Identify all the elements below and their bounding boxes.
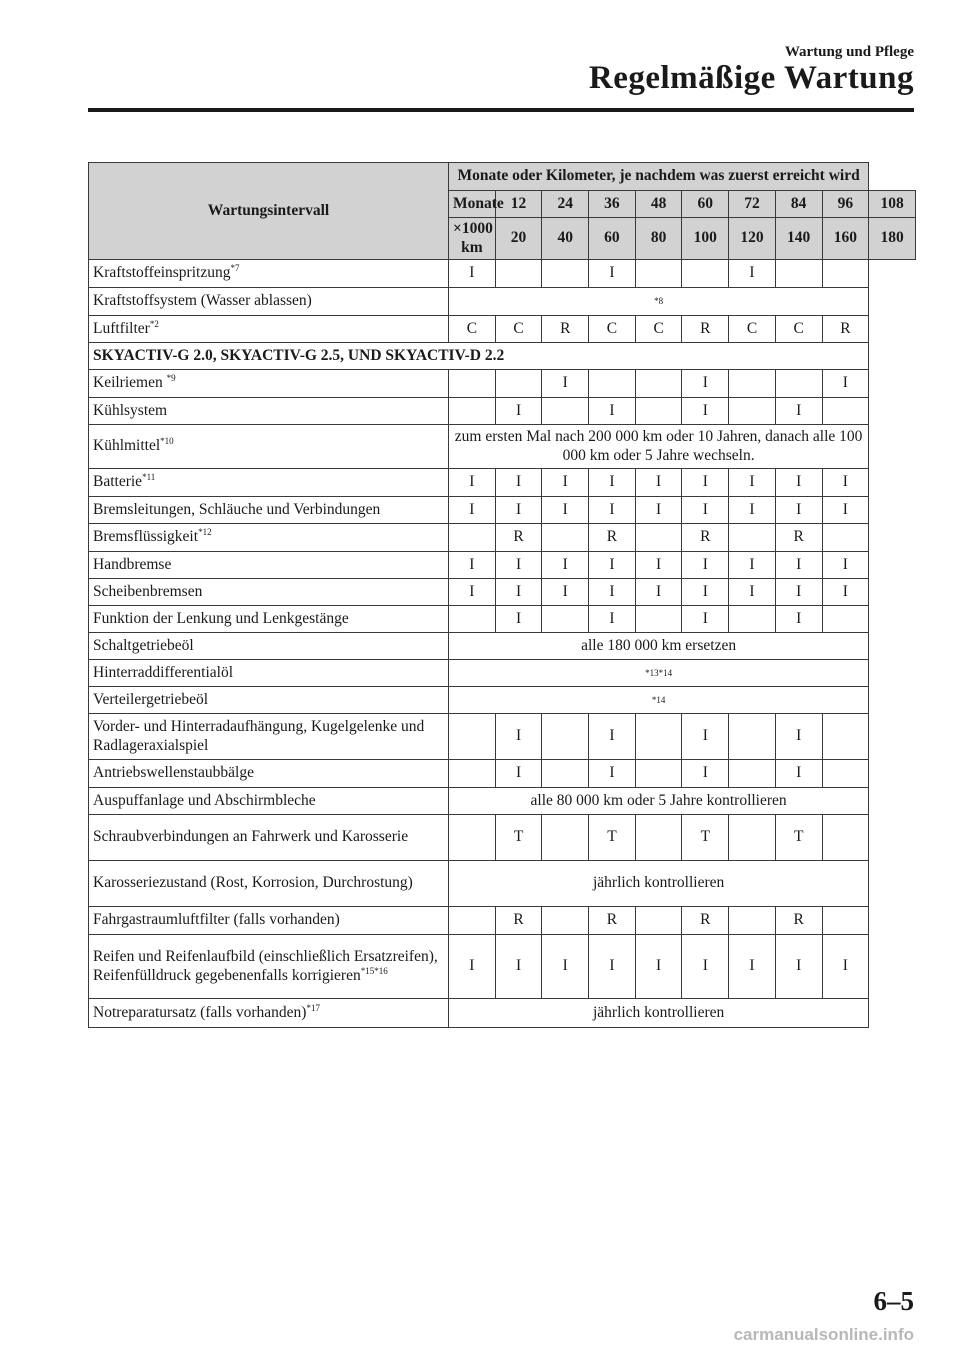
item-name-cell <box>89 579 449 606</box>
interval-cell: I <box>495 398 542 425</box>
interval-cell <box>589 370 636 398</box>
interval-cell <box>542 524 589 552</box>
interval-cell: I <box>682 552 729 579</box>
interval-cell: R <box>495 907 542 935</box>
interval-cell: T <box>682 815 729 861</box>
interval-cell: I <box>775 497 822 524</box>
interval-cell: R <box>682 907 729 935</box>
table-row <box>89 425 916 469</box>
km-col-header: 140 <box>775 218 822 260</box>
month-col-header: 84 <box>775 191 822 218</box>
item-name-cell <box>89 316 449 343</box>
table-row <box>89 687 916 714</box>
item-name-cell <box>89 469 449 497</box>
interval-cell <box>729 815 776 861</box>
interval-cell: I <box>775 760 822 788</box>
interval-cell: C <box>449 316 496 343</box>
item-name: Karosseriezustand (Rost, Korrosion, Durchrostung) <box>93 874 413 892</box>
months-label: Monate <box>449 191 496 218</box>
interval-cell: I <box>542 370 589 398</box>
item-name-cell <box>89 398 449 425</box>
interval-cell <box>449 714 496 760</box>
interval-cell: I <box>589 469 636 497</box>
table-row <box>89 497 916 524</box>
month-col-header: 48 <box>635 191 682 218</box>
interval-cell <box>822 760 869 788</box>
interval-cell: R <box>822 316 869 343</box>
item-name: Kraftstoffsystem (Wasser ablassen) <box>93 292 312 310</box>
interval-cell: I <box>775 469 822 497</box>
table-row <box>89 343 916 370</box>
interval-span-header: Monate oder Kilometer, je nachdem was zuerst erreicht wird <box>449 163 869 191</box>
interval-cell <box>542 398 589 425</box>
interval-cell: C <box>775 316 822 343</box>
interval-cell: I <box>589 398 636 425</box>
interval-cell <box>635 815 682 861</box>
footnote-ref: *10 <box>160 436 174 447</box>
item-name-cell <box>89 425 449 469</box>
interval-cell <box>635 370 682 398</box>
footnote-ref: *7 <box>230 263 240 274</box>
month-col-header: 108 <box>869 191 916 218</box>
interval-cell: I <box>682 935 729 999</box>
item-name-cell <box>89 370 449 398</box>
interval-cell: I <box>775 606 822 633</box>
item-name: Hinterraddifferentialöl <box>93 663 234 681</box>
item-name: Verteilergetriebeöl <box>93 690 209 708</box>
month-col-header: 36 <box>589 191 636 218</box>
interval-cell: T <box>589 815 636 861</box>
interval-cell: R <box>589 907 636 935</box>
interval-label: Wartungsintervall <box>89 163 449 260</box>
interval-cell: I <box>635 935 682 999</box>
interval-cell <box>729 398 776 425</box>
month-col-header: 60 <box>682 191 729 218</box>
interval-cell <box>635 260 682 288</box>
item-name-cell <box>89 788 449 815</box>
interval-cell: C <box>635 316 682 343</box>
interval-cell <box>449 606 496 633</box>
item-name-cell <box>89 714 449 760</box>
interval-cell <box>729 760 776 788</box>
interval-cell: C <box>729 316 776 343</box>
interval-cell: I <box>682 469 729 497</box>
interval-cell: I <box>542 469 589 497</box>
interval-cell: I <box>589 579 636 606</box>
interval-cell: I <box>495 469 542 497</box>
item-name-cell <box>89 999 449 1028</box>
interval-cell: I <box>589 714 636 760</box>
interval-footnote: *14 <box>449 687 869 714</box>
month-col-header: 72 <box>729 191 776 218</box>
interval-cell <box>822 815 869 861</box>
interval-cell <box>449 524 496 552</box>
interval-cell: I <box>449 260 496 288</box>
interval-span-text: zum ersten Mal nach 200 000 km oder 10 Jahren, danach alle 100 000 km oder 5 Jahre wechseln. <box>449 425 869 469</box>
interval-cell <box>635 907 682 935</box>
page-title: Regelmäßige Wartung <box>588 60 914 96</box>
item-name: Fahrgastraumluftfilter (falls vorhanden) <box>93 911 340 929</box>
item-name: Schaltgetriebeöl <box>93 636 194 654</box>
table-row <box>89 633 916 660</box>
interval-cell: I <box>682 714 729 760</box>
km-col-header: 120 <box>729 218 776 260</box>
interval-cell <box>449 398 496 425</box>
item-name: Reifen und Reifenlaufbild (einschließlich Ersatzreifen), Reifenfülldruck gegebenenfalls korrigieren <box>93 948 438 984</box>
table-row <box>89 660 916 687</box>
interval-cell <box>635 714 682 760</box>
interval-cell <box>775 370 822 398</box>
interval-cell: R <box>542 316 589 343</box>
interval-cell: C <box>495 316 542 343</box>
interval-cell: C <box>589 316 636 343</box>
interval-cell: I <box>775 579 822 606</box>
interval-cell: I <box>682 579 729 606</box>
interval-cell: R <box>775 907 822 935</box>
km-col-header: 20 <box>495 218 542 260</box>
interval-cell: I <box>682 497 729 524</box>
interval-cell: I <box>682 398 729 425</box>
interval-cell: I <box>729 579 776 606</box>
interval-cell: I <box>542 935 589 999</box>
watermark-text: carmanualsonline.info <box>733 1325 914 1344</box>
page-number: 6–5 <box>873 1286 914 1316</box>
interval-cell: I <box>682 760 729 788</box>
table-body <box>89 260 916 1028</box>
interval-cell: I <box>729 469 776 497</box>
month-col-header: 12 <box>495 191 542 218</box>
interval-cell: I <box>822 370 869 398</box>
table-row <box>89 907 916 935</box>
item-name-cell <box>89 687 449 714</box>
interval-cell: T <box>775 815 822 861</box>
item-name-cell <box>89 633 449 660</box>
interval-cell <box>729 907 776 935</box>
item-name: Vorder- und Hinterradaufhängung, Kugelgelenke und Radlageraxialspiel <box>93 718 425 754</box>
interval-span-text: alle 180 000 km ersetzen <box>449 633 869 660</box>
interval-cell: I <box>542 552 589 579</box>
interval-cell: I <box>775 714 822 760</box>
interval-cell: I <box>775 552 822 579</box>
item-name-cell <box>89 760 449 788</box>
interval-cell <box>729 714 776 760</box>
interval-cell: I <box>729 497 776 524</box>
item-name-cell <box>89 288 449 316</box>
section-heading: Wartung und Pflege <box>784 44 914 60</box>
item-name: Antriebswellenstaubbälge <box>93 764 254 782</box>
interval-cell: I <box>449 552 496 579</box>
footnote-ref: *15*16 <box>360 965 388 976</box>
item-name: Kraftstoffeinspritzung <box>93 264 231 282</box>
interval-cell <box>729 524 776 552</box>
item-name-cell <box>89 524 449 552</box>
interval-cell <box>822 260 869 288</box>
interval-span-text: alle 80 000 km oder 5 Jahre kontrollieren <box>449 788 869 815</box>
interval-cell: I <box>495 935 542 999</box>
interval-cell: I <box>449 469 496 497</box>
interval-cell <box>775 260 822 288</box>
interval-cell: R <box>682 316 729 343</box>
interval-cell <box>542 760 589 788</box>
item-name: Bremsleitungen, Schläuche und Verbindungen <box>93 500 381 518</box>
interval-cell: R <box>682 524 729 552</box>
table-row <box>89 760 916 788</box>
table-row <box>89 370 916 398</box>
interval-cell: I <box>822 497 869 524</box>
footnote-ref: *12 <box>198 527 212 538</box>
interval-cell: R <box>495 524 542 552</box>
interval-cell <box>635 606 682 633</box>
interval-cell: I <box>495 579 542 606</box>
interval-cell: I <box>635 497 682 524</box>
interval-cell: I <box>495 497 542 524</box>
interval-cell <box>542 907 589 935</box>
interval-cell <box>542 606 589 633</box>
item-name-cell <box>89 935 449 999</box>
item-name: Kühlmittel <box>93 437 161 455</box>
item-name: Auspuffanlage und Abschirmbleche <box>93 791 316 809</box>
maintenance-table <box>88 162 916 1028</box>
interval-cell <box>822 524 869 552</box>
table-row <box>89 552 916 579</box>
interval-cell: I <box>449 935 496 999</box>
interval-cell <box>542 260 589 288</box>
km-col-header: 180 <box>869 218 916 260</box>
item-name: Notreparatursatz (falls vorhanden) <box>93 1003 307 1021</box>
interval-cell: I <box>495 714 542 760</box>
interval-cell <box>682 260 729 288</box>
item-name: Bremsflüssigkeit <box>93 528 199 546</box>
interval-cell: I <box>589 935 636 999</box>
interval-cell: I <box>682 370 729 398</box>
table-row <box>89 316 916 343</box>
interval-cell: R <box>589 524 636 552</box>
interval-cell: I <box>589 760 636 788</box>
table-header <box>89 163 916 260</box>
item-name-cell <box>89 260 449 288</box>
km-col-header: 40 <box>542 218 589 260</box>
item-name-cell <box>89 606 449 633</box>
month-col-header: 96 <box>822 191 869 218</box>
interval-cell: I <box>729 260 776 288</box>
interval-cell: I <box>542 579 589 606</box>
interval-cell <box>495 260 542 288</box>
interval-cell <box>449 370 496 398</box>
interval-cell: I <box>495 760 542 788</box>
item-name-cell <box>89 552 449 579</box>
table-row <box>89 606 916 633</box>
item-name: Funktion der Lenkung und Lenkgestänge <box>93 609 349 627</box>
table-row <box>89 260 916 288</box>
interval-cell <box>729 606 776 633</box>
interval-cell <box>822 907 869 935</box>
interval-cell <box>635 398 682 425</box>
item-name-cell <box>89 907 449 935</box>
item-name-cell <box>89 815 449 861</box>
interval-cell: I <box>822 552 869 579</box>
table-row <box>89 579 916 606</box>
interval-cell: I <box>822 935 869 999</box>
interval-cell <box>822 606 869 633</box>
footnote-ref: *9 <box>166 373 176 384</box>
item-name: Luftfilter <box>93 319 150 337</box>
footnote-ref: *17 <box>306 1002 320 1013</box>
interval-cell <box>542 815 589 861</box>
month-col-header: 24 <box>542 191 589 218</box>
interval-cell: I <box>495 552 542 579</box>
interval-cell: T <box>495 815 542 861</box>
interval-cell <box>635 760 682 788</box>
interval-footnote: *13*14 <box>449 660 869 687</box>
footnote-ref: *2 <box>149 318 159 329</box>
interval-cell <box>495 370 542 398</box>
engine-section-heading: SKYACTIV-G 2.0, SKYACTIV-G 2.5, UND SKYACTIV-D 2.2 <box>89 343 869 370</box>
km-col-header: 80 <box>635 218 682 260</box>
item-name: Scheibenbremsen <box>93 582 203 600</box>
interval-cell: I <box>775 398 822 425</box>
item-name: Keilriemen <box>93 374 167 392</box>
table-row <box>89 524 916 552</box>
interval-cell: I <box>589 552 636 579</box>
interval-cell: I <box>635 579 682 606</box>
interval-span-text: jährlich kontrollieren <box>449 861 869 907</box>
item-name: Kühlsystem <box>93 401 168 419</box>
item-name-cell <box>89 660 449 687</box>
interval-cell: I <box>635 469 682 497</box>
interval-cell <box>635 524 682 552</box>
table-row <box>89 999 916 1028</box>
table-row <box>89 714 916 760</box>
interval-cell <box>449 815 496 861</box>
footnote-ref: *11 <box>142 472 156 483</box>
interval-cell: I <box>589 260 636 288</box>
interval-cell <box>542 714 589 760</box>
table-row <box>89 469 916 497</box>
interval-cell: I <box>775 935 822 999</box>
item-name: Batterie <box>93 473 143 491</box>
km-col-header: 160 <box>822 218 869 260</box>
item-name: Schraubverbindungen an Fahrwerk und Karosserie <box>93 828 409 846</box>
interval-span-text: jährlich kontrollieren <box>449 999 869 1028</box>
interval-cell: R <box>775 524 822 552</box>
interval-cell: I <box>589 497 636 524</box>
interval-cell <box>822 398 869 425</box>
km-label: ×1000 km <box>449 218 496 260</box>
interval-cell: I <box>495 606 542 633</box>
item-name-cell <box>89 861 449 907</box>
interval-cell: I <box>589 606 636 633</box>
item-name-cell <box>89 497 449 524</box>
interval-cell: I <box>542 497 589 524</box>
item-name: Handbremse <box>93 555 172 573</box>
table-row <box>89 288 916 316</box>
interval-cell: I <box>822 469 869 497</box>
interval-cell <box>729 370 776 398</box>
km-col-header: 60 <box>589 218 636 260</box>
interval-cell: I <box>449 497 496 524</box>
table-row <box>89 861 916 907</box>
table-row <box>89 398 916 425</box>
table-row <box>89 935 916 999</box>
interval-cell: I <box>729 552 776 579</box>
header-divider <box>88 108 914 112</box>
interval-cell <box>449 907 496 935</box>
interval-footnote: *8 <box>449 288 869 316</box>
interval-cell: I <box>822 579 869 606</box>
interval-cell: I <box>729 935 776 999</box>
table-row <box>89 788 916 815</box>
km-col-header: 100 <box>682 218 729 260</box>
table-row <box>89 815 916 861</box>
interval-cell: I <box>449 579 496 606</box>
interval-cell <box>449 760 496 788</box>
interval-cell: I <box>635 552 682 579</box>
interval-cell: I <box>682 606 729 633</box>
interval-cell <box>822 714 869 760</box>
